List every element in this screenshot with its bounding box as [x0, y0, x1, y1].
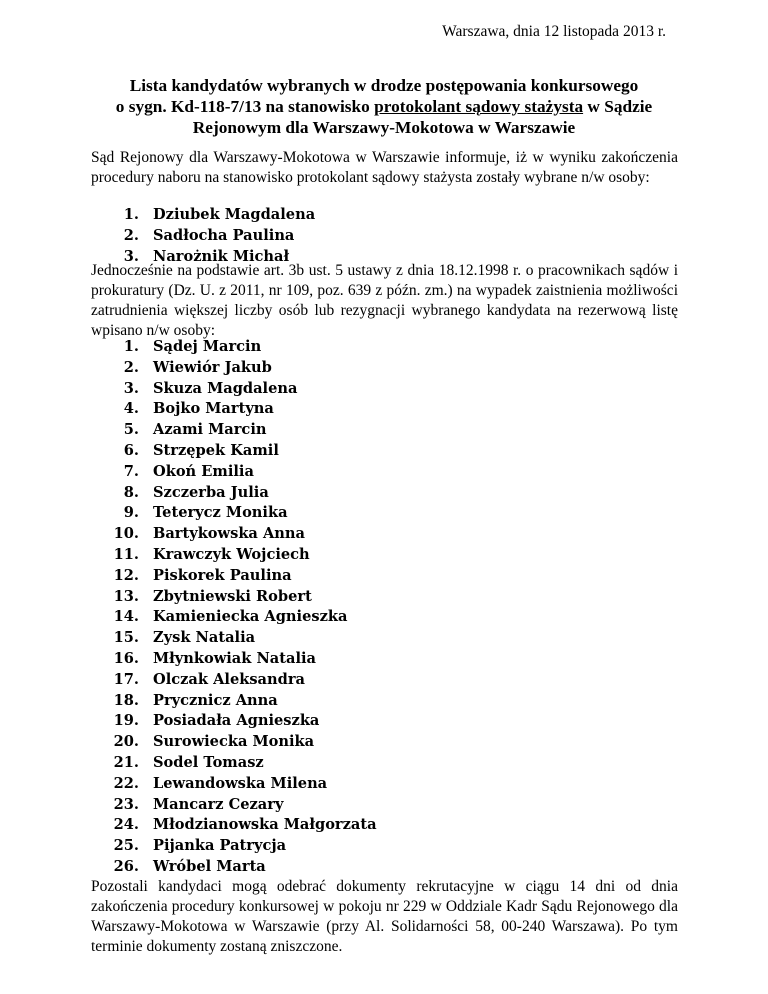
title-line-2-end: w Sądzie — [583, 97, 653, 116]
candidate-name: Dziubek Magdalena — [153, 206, 316, 223]
candidate-list-item — [108, 628, 377, 649]
candidate-list-item — [108, 836, 377, 857]
candidate-name: Zysk Natalia — [153, 629, 256, 647]
candidate-number: 1. — [123, 206, 139, 223]
candidate-number: 15. — [113, 629, 139, 647]
candidate-name: Olczak Aleksandra — [153, 670, 305, 688]
candidate-list-item — [108, 753, 377, 774]
candidate-name: Zbytniewski Robert — [153, 587, 312, 605]
date-line: Warszawa, dnia 12 listopada 2013 r. — [442, 23, 666, 40]
candidate-number: 23. — [113, 795, 139, 813]
candidate-list-item — [108, 607, 377, 628]
candidate-list-item — [108, 857, 377, 878]
candidate-name: Szczerba Julia — [153, 483, 269, 501]
candidate-name: Prycznicz Anna — [153, 691, 278, 709]
candidate-number: 2. — [123, 358, 139, 376]
candidate-name: Surowiecka Monika — [153, 733, 315, 751]
candidate-number: 25. — [113, 837, 139, 855]
candidate-list-item — [108, 420, 377, 441]
reserve-paragraph: Jednocześnie na podstawie art. 3b ust. 5 ustawy z dnia 18.12.1998 r. o pracownikach sądów i prokuratury (Dz. U. z 2011, nr 109, poz. 639 z późn. zm.) na wypadek zaistnienia możliwości zatrudnienia większej liczby osób lub rezygnacji wybranego kandydata na rezerwową listę wpisano n/w osoby: — [91, 262, 678, 339]
candidate-name: Sadłocha Paulina — [153, 226, 295, 244]
candidate-name: Młodzianowska Małgorzata — [153, 816, 377, 834]
selected-candidates-list — [108, 205, 315, 267]
candidate-list-item — [108, 566, 377, 587]
candidate-name: Sodel Tomasz — [153, 753, 264, 771]
candidate-list-item — [108, 226, 315, 247]
candidate-number: 3. — [123, 379, 139, 397]
candidate-number: 24. — [113, 816, 139, 834]
candidate-name: Teterycz Monika — [153, 504, 288, 522]
candidate-list-item — [108, 649, 377, 670]
candidate-list-item — [108, 524, 377, 545]
candidate-name: Azami Marcin — [153, 421, 267, 439]
candidate-list-item — [108, 545, 377, 566]
intro-paragraph: Sąd Rejonowy dla Warszawy-Mokotowa w Warszawie informuje, iż w wyniku zakończenia procedury naboru na stanowisko protokolant sądowy stażysta zostały wybrane n/w osoby: — [91, 149, 678, 186]
candidate-name: Mancarz Cezary — [153, 795, 284, 813]
candidate-name: Młynkowiak Natalia — [153, 649, 316, 667]
candidate-number: 21. — [113, 753, 139, 771]
candidate-number: 4. — [123, 400, 139, 418]
candidate-number: 9. — [123, 504, 139, 522]
candidate-name: Lewandowska Milena — [153, 774, 328, 792]
candidate-number: 2. — [123, 226, 139, 244]
candidate-number: 17. — [113, 670, 139, 688]
candidate-list-item — [108, 691, 377, 712]
candidate-number: 26. — [113, 857, 139, 875]
candidate-list-item — [108, 205, 315, 226]
candidate-number: 6. — [123, 441, 139, 459]
candidate-number: 13. — [113, 587, 139, 605]
candidate-number: 14. — [113, 608, 139, 626]
candidate-list-item — [108, 503, 377, 524]
candidate-list-item — [108, 732, 377, 753]
candidate-name: Strzępek Kamil — [153, 441, 279, 459]
title-line-2 — [100, 96, 668, 117]
candidate-number: 11. — [113, 545, 139, 563]
candidate-list-item — [108, 670, 377, 691]
candidate-list-item — [108, 462, 377, 483]
candidate-name: Pijanka Patrycja — [153, 837, 287, 855]
candidate-number: 7. — [123, 462, 139, 480]
candidate-list-item — [108, 379, 377, 400]
candidate-list-item — [108, 815, 377, 836]
candidate-name: Narożnik Michał — [153, 247, 290, 265]
candidate-number: 3. — [123, 247, 139, 265]
candidate-list-item — [108, 711, 377, 732]
candidate-number: 5. — [123, 421, 139, 439]
candidate-name: Skuza Magdalena — [153, 379, 298, 397]
title-line-2-start: o sygn. Kd-118-7/13 na stanowisko — [115, 97, 375, 116]
candidate-number: 1. — [123, 338, 139, 355]
candidate-number: 18. — [113, 691, 139, 709]
candidate-number: 10. — [113, 525, 139, 543]
title-line-1: Lista kandydatów wybranych w drodze postępowania konkursowego — [129, 76, 639, 95]
candidate-list-item — [108, 774, 377, 795]
candidate-name: Wróbel Marta — [153, 857, 266, 875]
candidate-name: Okoń Emilia — [153, 462, 254, 480]
candidate-list-item — [108, 399, 377, 420]
position-name-underlined: protokolant sądowy stażysta — [374, 97, 584, 116]
closing-paragraph: Pozostali kandydaci mogą odebrać dokumenty rekrutacyjne w ciągu 14 dni od dnia zakończenia procedury konkursowej w pokoju nr 229 w Oddziale Kadr Sądu Rejonowego dla Warszawy-Mokotowa w Warszawie (przy Al. Solidarności 58, 00-240 Warszawa). Po tym terminie dokumenty zostaną zniszczone. — [91, 878, 678, 955]
candidate-name: Wiewiór Jakub — [153, 358, 272, 376]
candidate-list-item — [108, 441, 377, 462]
candidate-list-item — [108, 795, 377, 816]
candidate-number: 22. — [113, 774, 139, 792]
candidate-name: Krawczyk Wojciech — [153, 545, 310, 563]
candidate-list-item — [108, 587, 377, 608]
candidate-list-item — [108, 358, 377, 379]
candidate-number: 20. — [113, 733, 139, 751]
candidate-name: Bartykowska Anna — [153, 525, 305, 543]
candidate-name: Kamieniecka Agnieszka — [153, 608, 348, 626]
candidate-name: Piskorek Paulina — [153, 566, 292, 584]
candidate-number: 19. — [113, 712, 139, 730]
document-title — [100, 75, 668, 138]
candidate-number: 8. — [123, 483, 139, 501]
candidate-name: Posiadała Agnieszka — [153, 712, 320, 730]
title-line-3: Rejonowym dla Warszawy-Mokotowa w Warszawie — [192, 118, 576, 137]
candidate-name: Bojko Martyna — [153, 400, 274, 418]
reserve-candidates-list — [108, 337, 377, 878]
candidate-number: 12. — [113, 566, 139, 584]
candidate-list-item — [108, 483, 377, 504]
candidate-name: Sądej Marcin — [153, 338, 262, 355]
candidate-number: 16. — [113, 649, 139, 667]
candidate-list-item — [108, 337, 377, 358]
